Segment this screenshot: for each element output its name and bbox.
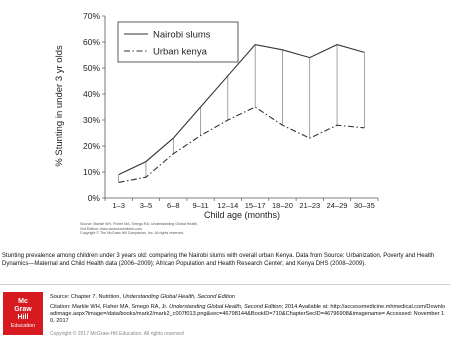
logo-line: Hill [17, 313, 29, 321]
x-tick-label: 24–29 [326, 201, 348, 210]
x-axis-label: Child age (months) [203, 210, 281, 220]
x-tick-label: 1–3 [112, 201, 125, 210]
mcgraw-hill-logo [3, 292, 43, 335]
x-tick-label: 18–20 [272, 201, 293, 210]
y-tick-label: 40% [82, 89, 100, 100]
credit-line-3: Copyright © The McGraw-Hill Companies, Inc. All rights reserved. [80, 231, 185, 235]
logo-line: Mc [18, 297, 28, 305]
y-tick-label: 0% [87, 193, 100, 204]
series-nairobi-slums-line [119, 45, 365, 175]
series-urban-kenya-line [119, 107, 365, 182]
y-tick-label: 60% [82, 37, 100, 48]
y-axis-label: % Stunting in under 3 yr olds [54, 45, 65, 167]
x-tick-label: 9–11 [192, 201, 209, 210]
copyright-notice: Copyright © 2017 McGraw-Hill Education. All rights reserved [50, 331, 184, 337]
logo-line: Education [10, 322, 36, 329]
footer-divider [0, 284, 450, 285]
chart-legend [118, 22, 238, 62]
source-label: Source: Chapter 7. Nutrition, [50, 294, 123, 300]
credit-line-2: 2nd Edition: www.accessmedicine.com [80, 226, 142, 231]
citation-label: Citation: Markle WH, Fisher MA, Smego RA, Jr. [50, 304, 170, 310]
source-line [50, 294, 235, 301]
y-tick-label: 30% [82, 115, 100, 126]
x-tick-label: 30–35 [353, 201, 375, 210]
logo-line: Graw [14, 305, 32, 313]
source-book-title: Understanding Global Health, Second Edition [122, 294, 236, 300]
x-tick-label: 6–8 [166, 201, 180, 210]
y-tick-label: 20% [82, 141, 100, 152]
x-tick-label: 3–5 [139, 201, 153, 210]
citation-details: ; 2014 Available at: http://accessmedicine.mhmedical.com/Downloadimage.aspx?image=/data/books/mark2/mark2_c007f013.png&sec=46798144&BookID=710&ChapterSecID=46796908&imagename= Accessed: November 10, 2017 [50, 304, 446, 324]
x-tick-label: 12–14 [217, 201, 239, 210]
y-tick-label: 70% [82, 11, 100, 22]
y-tick-label: 10% [82, 167, 100, 178]
y-tick-label: 50% [82, 63, 100, 74]
credit-line-1: Source: Markle WH, Fisher MA, Smego RA: Understanding Global Health, [80, 222, 199, 226]
legend-label: Urban kenya [153, 46, 207, 58]
x-tick-label: 21–23 [299, 201, 321, 210]
figure-caption: Stunting prevalence among children under 3 years old: comparing the Nairobi slums with overall urban Kenya. Data from Source: Urbanization, Poverty and Health Dynamics—Maternal and Child Health data (2006–2009); African Population and Health Research Center; and Kenya DHS (2008–2009). [2, 253, 435, 267]
citation-book-title: Understanding Global Health, Second Edition [169, 304, 282, 310]
series-lines [119, 45, 365, 183]
x-tick-label: 15–17 [244, 201, 266, 210]
citation-text [50, 304, 446, 325]
legend-label: Nairobi slums [153, 29, 211, 41]
